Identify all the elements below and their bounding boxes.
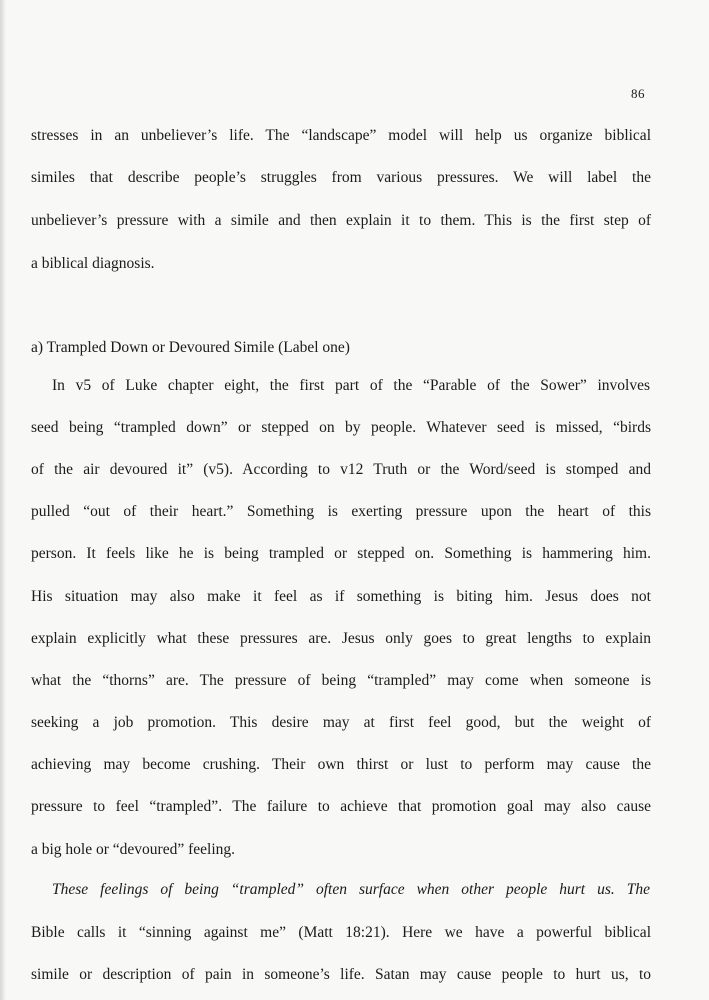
text-line: Bible calls it “sinning against me” (Matt 18:21). Here we have a powerful biblical <box>31 924 651 941</box>
text-line: These feelings of being “trampled” often surface when other people hurt us. The <box>52 881 650 898</box>
text-line: pressure to feel “trampled”. The failure to achieve that promotion goal may also cause <box>31 798 651 815</box>
text-line: of the air devoured it” (v5). According to v12 Truth or the Word/seed is stomped and <box>31 461 651 478</box>
text-line: unbeliever’s pressure with a simile and then explain it to them. This is the first step of <box>31 212 651 229</box>
text-line: explain explicitly what these pressures are. Jesus only goes to great lengths to explain <box>31 630 651 647</box>
text-line: seeking a job promotion. This desire may at first feel good, but the weight of <box>31 714 651 731</box>
text-line: what the “thorns” are. The pressure of being “trampled” may come when someone is <box>31 672 651 689</box>
text-line: simile or description of pain in someone’s life. Satan may cause people to hurt us, to <box>31 966 651 983</box>
page-number: 86 <box>631 86 645 101</box>
text-line: achieving may become crushing. Their own thirst or lust to perform may cause the <box>31 756 651 773</box>
text-line: seed being “trampled down” or stepped on by people. Whatever seed is missed, “birds <box>31 419 651 436</box>
text-line: In v5 of Luke chapter eight, the first part of the “Parable of the Sower” involves <box>52 377 650 394</box>
text-line: stresses in an unbeliever’s life. The “landscape” model will help us organize biblical <box>31 127 651 144</box>
text-line: person. It feels like he is being trampled or stepped on. Something is hammering him. <box>31 545 651 562</box>
text-line: a biblical diagnosis. <box>31 255 155 272</box>
section-heading: a) Trampled Down or Devoured Simile (Label one) <box>31 339 350 356</box>
text-line: a big hole or “devoured” feeling. <box>31 841 235 858</box>
text-line: pulled “out of their heart.” Something is exerting pressure upon the heart of this <box>31 503 651 520</box>
page-edge-shadow <box>0 0 6 1000</box>
text-line: similes that describe people’s struggles from various pressures. We will label the <box>31 169 651 186</box>
text-line: His situation may also make it feel as if something is biting him. Jesus does not <box>31 588 651 605</box>
